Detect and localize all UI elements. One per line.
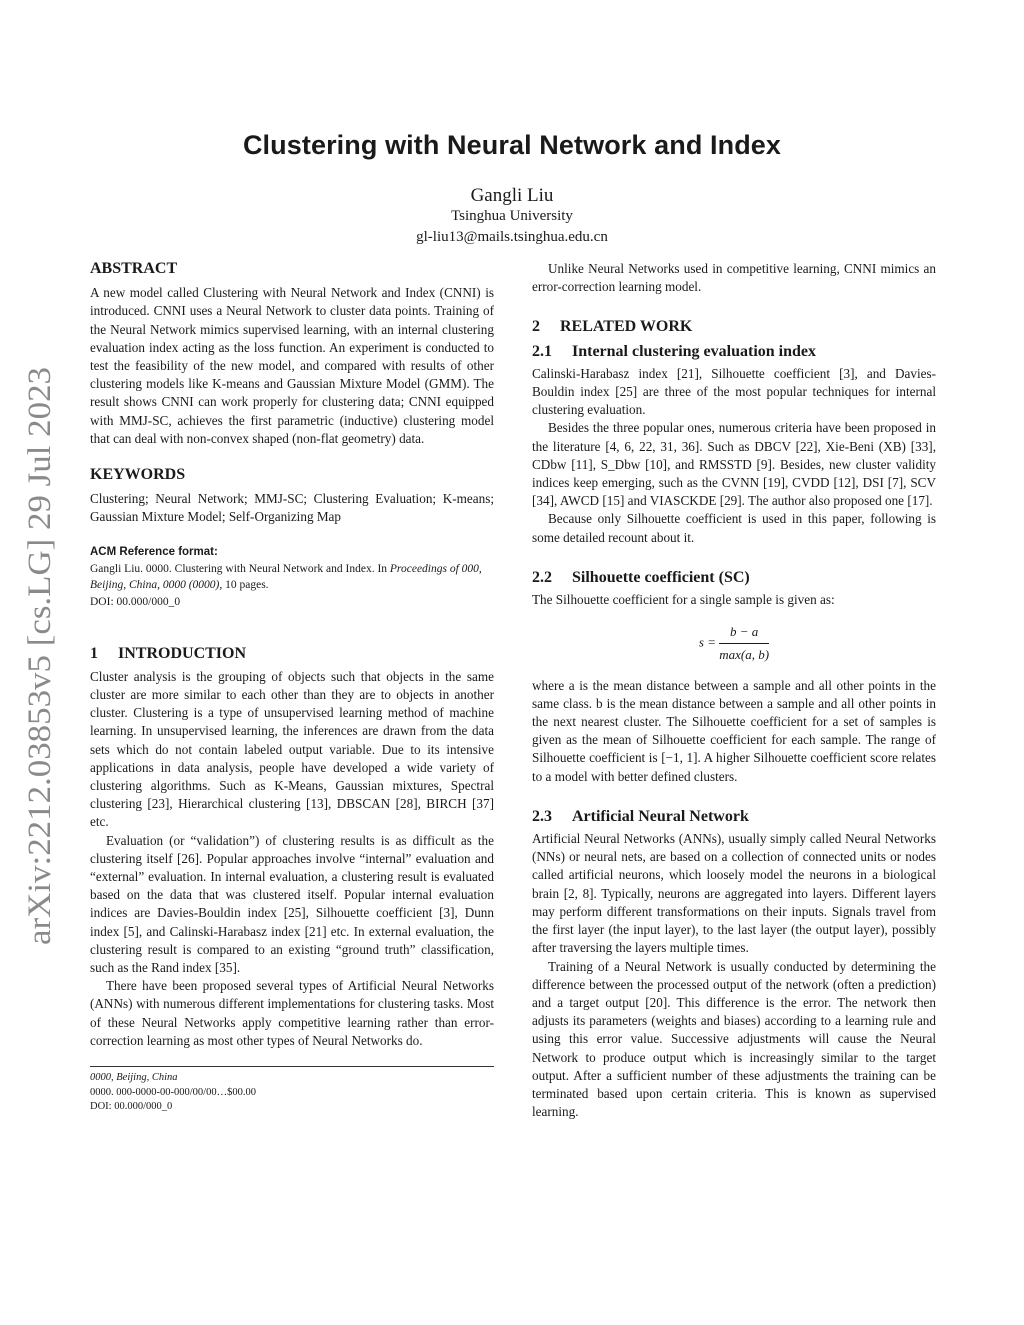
subsection-title: Silhouette coefficient (SC) <box>572 568 750 586</box>
footnote <box>90 1071 494 1115</box>
abstract-heading: ABSTRACT <box>90 260 178 277</box>
equation-fraction <box>719 623 769 664</box>
subsection-number: 2.1 <box>532 342 552 360</box>
paragraph: Training of a Neural Network is usually conducted by determining the difference between the processed output of the network (often a prediction) and a target output [20]. This difference is the error. The network then adjusts its parameters (weights and biases) according to a learning rule and using this error value. Successive adjustments will cause the Neural Network to produce output which is increasingly similar to the target output. After a sufficient number of these adjustments the training can be terminated based upon certain criteria. This is known as supervised learning. <box>532 958 936 1120</box>
subsection-heading <box>532 343 936 361</box>
author-affiliation: Tsinghua University <box>451 208 573 224</box>
acm-heading: ACM Reference format: <box>90 545 218 558</box>
intro-paragraph: Cluster analysis is the grouping of objects such that objects in the same cluster are more similar to each other than they are to objects in another cluster. Clustering is a type of unsupervised learning method of machine learning. In unsupervised learning, the inferences are drawn from the data sets which do not contain labeled output variable. Due to its intensive applications in data analysis, people have developed a wide variety of clustering algorithms. Such as K-Means, Gaussian mixtures, Spectral clustering [23], Hierarchical clustering [13], DBSCAN [28], BIRCH [37] etc. <box>90 668 494 830</box>
intro-paragraph: There have been proposed several types of Artificial Neural Networks (ANNs) with numerous different implementations for clustering tasks. Most of these Neural Networks apply competitive learning rather than error-correction learning as most other types of Neural Networks do. <box>90 978 494 1048</box>
footnote-venue: 0000, Beijing, China <box>90 1072 178 1084</box>
related-work-heading <box>532 318 936 336</box>
author-email: gl-liu13@mails.tsinghua.edu.cn <box>416 229 608 245</box>
subsection-title: Internal clustering evaluation index <box>572 342 817 360</box>
paper-title: Clustering with Neural Network and Index <box>242 130 782 160</box>
author-name: Gangli Liu <box>470 185 554 206</box>
paragraph: where a is the mean distance between a sample and all other points in the same class. b is the mean distance between a sample and all other points in the next nearest cluster. The Silhouette coefficient for a set of samples is given as the mean of Silhouette coefficient for each sample. The range of Silhouette coefficient is [−1, 1]. A higher Silhouette coefficient score relates to a model with better defined clusters. <box>532 677 936 784</box>
subsection-heading <box>532 808 936 826</box>
arxiv-stamp-text: arXiv:2212.03853v5 [cs.LG] 29 Jul 2023 <box>22 398 58 945</box>
acm-venue: Proceedings of 000, Beijing, China, 0000 (0000), <box>90 562 482 592</box>
footnote-rule <box>90 1066 494 1067</box>
left-column <box>90 260 494 1115</box>
arxiv-margin-stamp <box>14 365 64 945</box>
equation-denominator: max(a, b) <box>719 647 770 663</box>
section-title: INTRODUCTION <box>118 644 247 662</box>
subsection-heading <box>532 569 936 587</box>
subsection-number: 2.2 <box>532 568 552 586</box>
keywords-heading: KEYWORDS <box>90 466 186 484</box>
intro-heading <box>90 645 494 663</box>
paragraph: Calinski-Harabasz index [21], Silhouette coefficient [3], and Davies-Bouldin index [25] are three of the most popular techniques for internal clustering evaluation. <box>532 365 936 418</box>
right-column <box>532 260 936 1121</box>
section-number: 1 <box>90 644 98 662</box>
subsection-title: Artificial Neural Network <box>572 807 749 825</box>
paragraph: Besides the three popular ones, numerous criteria have been proposed in the literature [4, 6, 22, 31, 36]. Such as DBCV [22], Xie-Beni (XB) [33], CDbw [11], S_Dbw [10], and RMSSTD [9]. Besides, new cluster validity indices keep emerging, such as the CVNN [19], CVDD [12], DSI [7], SCV [34], AWCD [15] and VIASCKDE [29]. The author also proposed one [17]. <box>532 420 936 509</box>
footnote-doi: DOI: 00.000/000_0 <box>90 1101 173 1113</box>
acm-line: Gangli Liu. 0000. Clustering with Neural Network and Index. In <box>90 562 388 575</box>
paragraph: The Silhouette coefficient for a single sample is given as: <box>532 592 835 608</box>
section-title: RELATED WORK <box>560 318 693 336</box>
subsection-number: 2.3 <box>532 807 552 825</box>
silhouette-equation <box>532 623 936 664</box>
acm-reference <box>90 561 494 611</box>
paragraph: Because only Silhouette coefficient is used in this paper, following is some detailed recount about it. <box>532 511 936 545</box>
footnote-isbn: 0000. 000-0000-00-000/00/00…$00.00 <box>90 1086 256 1098</box>
acm-pages: 10 pages. <box>225 579 269 592</box>
intro-paragraph: Evaluation (or “validation”) of clustering results is as difficult as the clustering itself [26]. Popular approaches involve “internal” evaluation and “external” evaluation. In internal evaluation, a clustering result is evaluated based on the data that was clustered itself. Popular internal evaluation indices are Davies-Bouldin index [25], Silhouette coefficient [3], Dunn index [5], and Calinski-Harabasz index [21] etc. In external evaluation, the clustering result is compared to an existing “ground truth” classification, such as the Rand index [35]. <box>90 832 494 976</box>
section-number: 2 <box>532 318 540 336</box>
keywords-text: Clustering; Neural Network; MMJ-SC; Clustering Evaluation; K-means; Gaussian Mixture Model; Self-Organizing Map <box>90 491 494 525</box>
intro-paragraph: Unlike Neural Networks used in competitive learning, CNNI mimics an error-correction learning model. <box>532 261 936 295</box>
abstract-text: A new model called Clustering with Neural Network and Index (CNNI) is introduced. CNNI uses a Neural Network to cluster data points. Training of the Neural Network mimics supervised learning, with an internal clustering evaluation index acting as the loss function. An experiment is conducted to test the feasibility of the new model, and compared with results of other clustering models like K-means and Gaussian Mixture Model (GMM). The result shows CNNI can work properly for clustering data; CNNI equipped with MMJ-SC, achieves the first parametric (inductive) clustering model that can deal with non-convex shaped (non-flat geometry) data. <box>90 285 494 446</box>
equation-lhs: s = <box>698 634 716 650</box>
equation-numerator: b − a <box>719 623 769 644</box>
paragraph: Artificial Neural Networks (ANNs), usually simply called Neural Networks (NNs) or neural nets, are based on a collection of connected units or nodes called artificial neurons, which loosely model the neurons in a biological brain [2, 8]. Typically, neurons are aggregated into layers. Different layers may perform different transformations on their inputs. Signals travel from the first layer (the input layer), to the last layer (the output layer), possibly after traversing the layers multiple times. <box>532 831 936 956</box>
acm-doi: DOI: 00.000/000_0 <box>90 596 181 609</box>
